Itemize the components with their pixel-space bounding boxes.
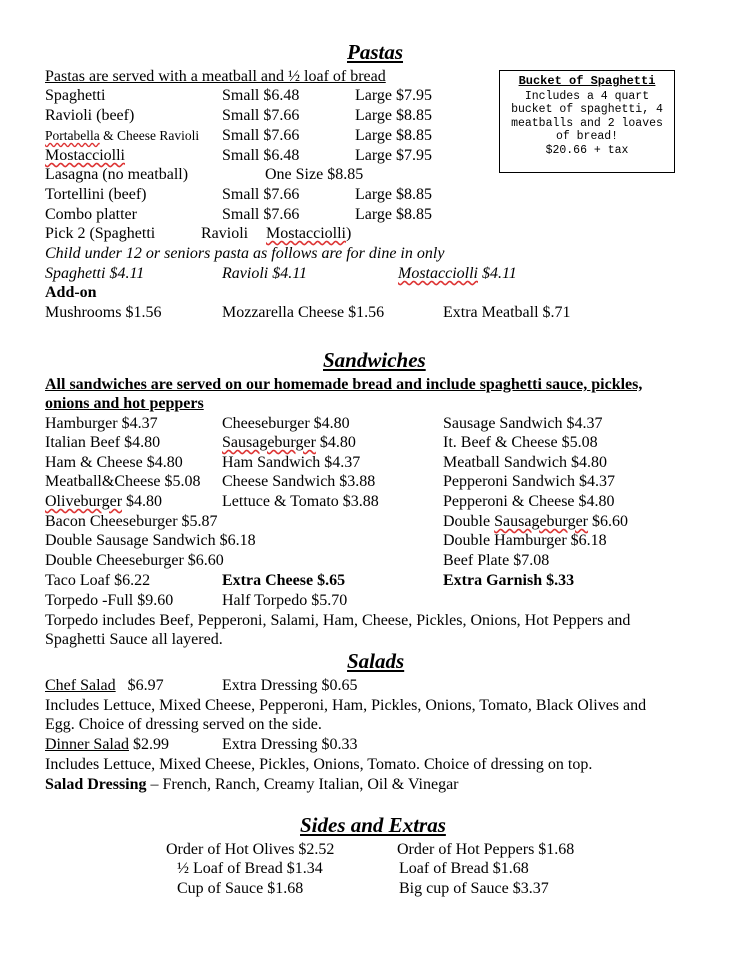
bucket-line: meatballs and 2 loaves [511,116,663,130]
pastas-intro: Pastas are served with a meatball and ½ loaf of bread [45,68,386,85]
pasta-small-price: Small $7.66 [222,127,300,144]
pasta-small-price: Small $7.66 [222,107,300,124]
lasagna-name: Lasagna (no meatball) [45,166,189,183]
pasta-large-price: Large $7.95 [355,147,433,164]
addon-mozzarella: Mozzarella Cheese $1.56 [222,304,385,321]
pasta-large-price: Large $8.85 [355,206,433,223]
bucket-title: Bucket of Spaghetti [518,74,656,88]
sandwich-item: It. Beef & Cheese $5.08 [443,434,598,451]
dinner-salad-name: Dinner Salad [45,736,129,753]
side-item: ½ Loaf of Bread $1.34 [177,860,323,877]
portabella-word: Portabella [45,128,100,143]
pasta-name: Ravioli (beef) [45,107,135,124]
sandwich-item: Pepperoni & Cheese $4.80 [443,493,615,510]
dinner-extra-dressing: Extra Dressing $0.33 [222,736,358,753]
pasta-name [45,126,199,146]
addon-meatball: Extra Meatball $.71 [443,304,571,321]
chef-salad-name: Chef Salad [45,677,116,694]
side-item: Big cup of Sauce $3.37 [399,880,549,897]
pasta-name: Spaghetti [45,87,106,104]
bucket-line: bucket of spaghetti, 4 [511,103,663,116]
sandwich-item [222,433,356,453]
portabella-rest: & Cheese Ravioli [99,128,200,143]
extra-garnish: Extra Garnish $.33 [443,572,575,589]
oliveburger-price: $4.80 [122,493,163,510]
salad-dressing-list: – French, Ranch, Creamy Italian, Oil & Vinegar [146,776,459,793]
pasta-small-price: Small $6.48 [222,87,300,104]
sandwich-item: Ham & Cheese $4.80 [45,454,183,471]
pasta-name: Tortellini (beef) [45,186,147,203]
torpedo-note-line2: Spaghetti Sauce all layered. [45,631,223,648]
pasta-name: Mostacciolli [45,147,125,164]
sandwich-item: Ham Sandwich $4.37 [222,454,361,471]
torpedo-note-line1: Torpedo includes Beef, Pepperoni, Salami, Ham, Cheese, Pickles, Onions, Hot Peppers and [45,612,631,629]
side-item: Loaf of Bread $1.68 [399,860,529,877]
sandwich-item: Lettuce & Tomato $3.88 [222,493,379,510]
sandwich-item: Hamburger $4.37 [45,415,158,432]
sandwich-item: Bacon Cheeseburger $5.87 [45,513,218,530]
bucket-line: of bread! [555,130,619,143]
sandwich-item: Torpedo -Full $9.60 [45,592,174,609]
pasta-large-price: Large $8.85 [355,127,433,144]
bucket-of-spaghetti-box [499,70,675,173]
side-item: Cup of Sauce $1.68 [177,880,304,897]
chef-salad-desc-line1: Includes Lettuce, Mixed Cheese, Pepperoni, Ham, Pickles, Onions, Tomato, Black Olives and [45,697,647,714]
sandwich-item: Double Cheeseburger $6.60 [45,552,224,569]
dinner-salad-price: $2.99 [128,736,169,753]
salads-heading: Salads [347,649,405,673]
sandwich-item: Taco Loaf $6.22 [45,572,151,589]
chef-salad [45,676,164,696]
pasta-small-price: Small $6.48 [222,147,300,164]
oliveburger-word: Oliveburger [45,493,123,510]
sandwich-item: Meatball Sandwich $4.80 [443,454,607,471]
sandwich-item [443,512,628,532]
sausageburger-price: $4.80 [315,434,356,451]
pick2-mostaccioli-word: Mostacciolli [266,225,346,242]
child-ravioli: Ravioli $4.11 [222,265,308,282]
salad-dressing-line [45,775,459,795]
pasta-small-price: Small $7.66 [222,206,300,223]
addon-mushrooms: Mushrooms $1.56 [45,304,162,321]
sandwich-item: Italian Beef $4.80 [45,434,161,451]
sandwich-item: Meatball&Cheese $5.08 [45,473,201,490]
child-spaghetti: Spaghetti $4.11 [45,265,145,282]
sandwiches-intro-line1: All sandwiches are served on our homemade bread and include spaghetti sauce, pickles, [45,376,643,393]
sandwich-item: Pepperoni Sandwich $4.37 [443,473,615,490]
child-mostaccioli [398,264,517,284]
dinner-salad [45,735,169,755]
bucket-price: $20.66 + tax [545,143,629,157]
double-sausageburger-price: $6.60 [588,513,629,530]
pick2-label: Pick 2 (Spaghetti [45,225,156,242]
sides-heading: Sides and Extras [300,813,446,837]
double-sausageburger-word: Sausageburger [494,513,589,530]
sandwich-item: Cheeseburger $4.80 [222,415,350,432]
pasta-large-price: Large $8.85 [355,186,433,203]
chef-salad-desc-line2: Egg. Choice of dressing served on the side. [45,716,322,733]
bucket-line: Includes a 4 quart [524,89,650,103]
pick2-close-paren: ) [345,225,352,242]
sandwich-item: Cheese Sandwich $3.88 [222,473,376,490]
child-pasta-note: Child under 12 or seniors pasta as follows are for dine in only [45,245,445,262]
child-mostaccioli-price: $4.11 [477,265,517,282]
extra-cheese: Extra Cheese $.65 [222,572,346,589]
dinner-salad-desc: Includes Lettuce, Mixed Cheese, Pickles, Onions, Tomato. Choice of dressing on top. [45,756,593,773]
sandwich-item: Double Hamburger $6.18 [443,532,607,549]
sandwiches-heading: Sandwiches [323,348,426,372]
pasta-name: Combo platter [45,206,137,223]
pick2-mostaccioli [266,224,351,244]
sandwich-item [45,492,162,512]
sandwich-item: Beef Plate $7.08 [443,552,550,569]
pasta-large-price: Large $8.85 [355,107,433,124]
addon-label: Add-on [45,284,97,301]
pastas-heading: Pastas [347,40,404,64]
chef-extra-dressing: Extra Dressing $0.65 [222,677,358,694]
side-item: Order of Hot Olives $2.52 [166,841,335,858]
sandwiches-intro-line2: onions and hot peppers [45,395,204,412]
sausageburger-word: Sausageburger [222,434,316,451]
pick2-ravioli: Ravioli [201,225,249,242]
side-item: Order of Hot Peppers $1.68 [397,841,575,858]
sandwich-item: Double Sausage Sandwich $6.18 [45,532,256,549]
lasagna-price: One Size $8.85 [265,166,364,183]
child-mostaccioli-word: Mostacciolli [398,265,478,282]
pasta-large-price: Large $7.95 [355,87,433,104]
pasta-small-price: Small $7.66 [222,186,300,203]
double-prefix: Double [443,513,495,530]
sandwich-item: Sausage Sandwich $4.37 [443,415,603,432]
salad-dressing-label: Salad Dressing [45,776,147,793]
half-torpedo: Half Torpedo $5.70 [222,592,348,609]
chef-salad-price: $6.97 [115,677,164,694]
